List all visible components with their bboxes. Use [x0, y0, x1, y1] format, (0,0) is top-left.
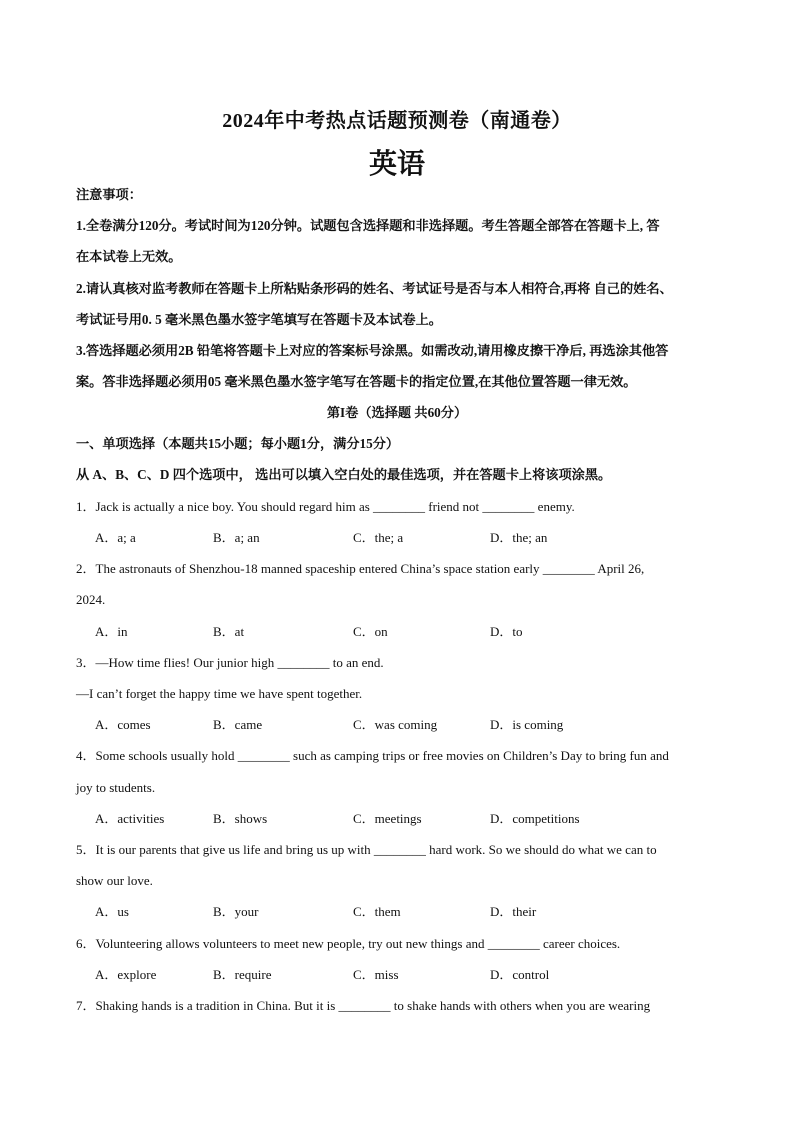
- section-instruction: 从 A、B、C、D 四个选项中， 选出可以填入空白处的最佳选项，并在答题卡上将该项涂黑。: [76, 467, 612, 482]
- question-7-stem: 7．Shaking hands is a tradition in China. But it is ________ to shake hands with others when you are wearing: [76, 998, 651, 1013]
- question-4-stem: 4．Some schools usually hold ________ such as camping trips or free movies on Children’s Day to bring fun and: [76, 748, 669, 763]
- section-heading: 一、单项选择（本题共15小题；每小题1分，满分15分）: [76, 436, 400, 451]
- question-3-stem: 3．—How time flies! Our junior high ________ to an end.: [76, 655, 384, 670]
- question-3-option-d[interactable]: D．is coming: [490, 717, 564, 732]
- question-6-option-d[interactable]: D．control: [490, 967, 550, 982]
- exam-subject: 英语: [368, 149, 425, 180]
- notice-item-3-line-2: 案。答非选择题必须用05 毫米黑色墨水签字笔写在答题卡的指定位置,在其他位置答题一律无效。: [76, 374, 637, 389]
- question-4-option-d[interactable]: D．competitions: [490, 811, 580, 826]
- notice-item-1-line-1: 1.全卷满分120分。考试时间为120分钟。试题包含选择题和非选择题。考生答题全部答在答题卡上, 答: [76, 218, 660, 233]
- question-2-option-d[interactable]: D．to: [490, 624, 523, 639]
- question-1-option-b[interactable]: B．a; an: [213, 530, 260, 545]
- question-2-option-a[interactable]: A．in: [95, 624, 128, 639]
- question-6-stem: 6．Volunteering allows volunteers to meet new people, try out new things and ________ career choices.: [76, 936, 621, 951]
- question-3-option-c[interactable]: C．was coming: [353, 717, 438, 732]
- notice-heading: 注意事项：: [76, 187, 142, 202]
- question-5-option-b[interactable]: B．your: [213, 904, 259, 919]
- question-5-option-c[interactable]: C．them: [353, 904, 401, 919]
- question-1-option-c[interactable]: C．the; a: [353, 530, 404, 545]
- question-2-option-c[interactable]: C．on: [353, 624, 388, 639]
- question-6-option-b[interactable]: B．require: [213, 967, 272, 982]
- question-1-option-d[interactable]: D．the; an: [490, 530, 548, 545]
- notice-item-1-line-2: 在本试卷上无效。: [76, 249, 182, 264]
- question-2-stem-cont: 2024.: [76, 592, 106, 607]
- question-5-option-d[interactable]: D．their: [490, 904, 537, 919]
- notice-item-2-line-2: 考试证号用0. 5 毫米黑色墨水签字笔填写在答题卡及本试卷上。: [76, 312, 442, 327]
- exam-title: 2024年中考热点话题预测卷（南通卷）: [222, 110, 572, 132]
- question-4-option-c[interactable]: C．meetings: [353, 811, 422, 826]
- question-3-stem-cont: —I can’t forget the happy time we have spent together.: [76, 686, 363, 701]
- question-1-stem: 1．Jack is actually a nice boy. You should regard him as ________ friend not ________ enemy.: [76, 499, 575, 514]
- notice-item-3-line-1: 3.答选择题必须用2B 铅笔将答题卡上对应的答案标号涂黑。如需改动,请用橡皮擦干净后, 再选涂其他答: [76, 343, 669, 358]
- question-4-option-a[interactable]: A．activities: [95, 811, 165, 826]
- question-4-option-b[interactable]: B．shows: [213, 811, 268, 826]
- notice-item-2-line-1: 2.请认真核对监考教师在答题卡上所粘贴条形码的姓名、考试证号是否与本人相符合,再将 自己的姓名、: [76, 281, 673, 296]
- question-3-option-a[interactable]: A．comes: [95, 717, 151, 732]
- question-5-stem-cont: show our love.: [76, 873, 153, 888]
- question-2-option-b[interactable]: B．at: [213, 624, 245, 639]
- question-5-option-a[interactable]: A．us: [95, 904, 129, 919]
- question-5-stem: 5．It is our parents that give us life and bring us up with ________ hard work. So we should do what we can to: [76, 842, 657, 857]
- question-6-option-a[interactable]: A．explore: [95, 967, 157, 982]
- question-4-stem-cont: joy to students.: [76, 780, 156, 795]
- question-2-stem: 2．The astronauts of Shenzhou-18 manned spaceship entered China’s space station early ________ April 26,: [76, 561, 645, 576]
- question-6-option-c[interactable]: C．miss: [353, 967, 399, 982]
- question-3-option-b[interactable]: B．came: [213, 717, 263, 732]
- part-title: 第I卷（选择题 共60分）: [326, 405, 468, 420]
- question-1-option-a[interactable]: A．a; a: [95, 530, 136, 545]
